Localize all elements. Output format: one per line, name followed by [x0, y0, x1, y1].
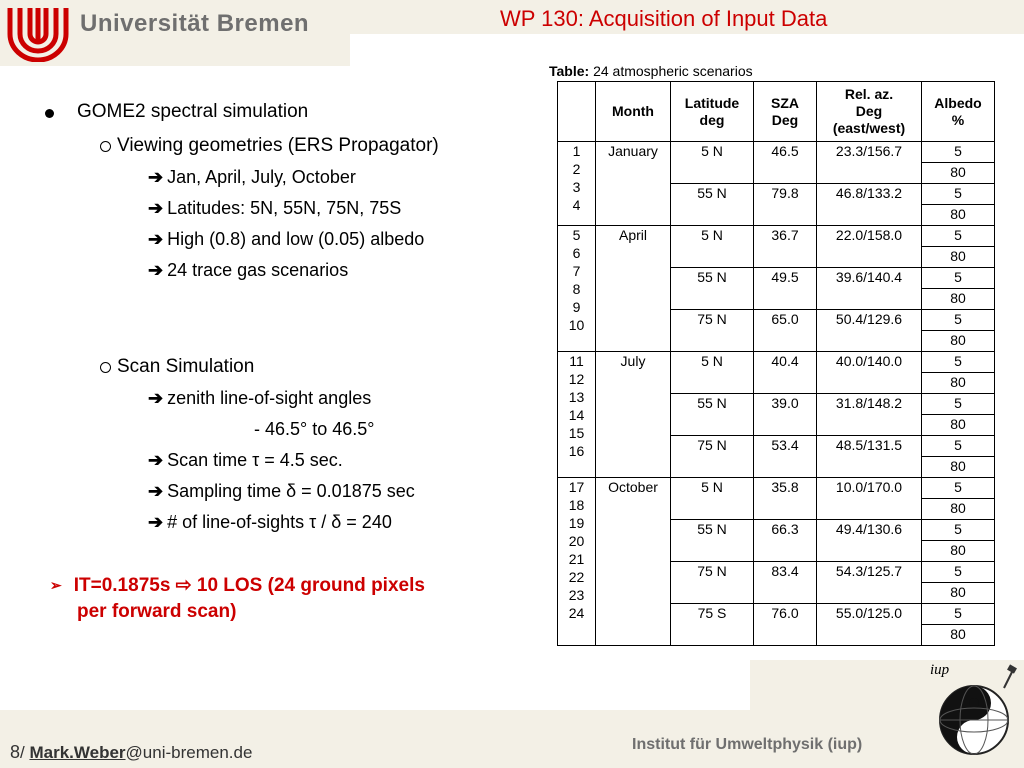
header-rel-az-line1: Rel. az. — [844, 86, 894, 102]
item-months — [148, 167, 356, 188]
item-albedo-text: High (0.8) and low (0.05) albedo — [167, 229, 425, 249]
author-domain: @uni-bremen.de — [125, 743, 253, 762]
rel-az-cell: 55.0/125.0 — [817, 604, 922, 646]
item-scan-time-text: Scan time τ = 4.5 sec. — [167, 450, 343, 470]
albedo-cell: 80 — [922, 373, 995, 394]
header-rel-az-line2: Deg — [855, 103, 883, 119]
arrow-right-icon: ➔ — [148, 481, 164, 501]
rel-az-cell: 10.0/170.0 — [817, 478, 922, 520]
sub-bullet-scan-text: Scan Simulation — [117, 356, 255, 377]
sza-cell: 40.4 — [754, 352, 817, 394]
bullet-dot-icon — [45, 109, 54, 118]
latitude-cell: 55 N — [671, 268, 754, 310]
header-latitude — [671, 82, 754, 142]
sza-cell: 35.8 — [754, 478, 817, 520]
header-month: Month — [596, 82, 671, 142]
institute-name: Institut für Umweltphysik (iup) — [632, 736, 863, 753]
ring-bullet-icon — [100, 362, 111, 373]
latitude-cell: 75 N — [671, 562, 754, 604]
university-logo-icon — [6, 4, 70, 62]
triangle-bullet-icon: ➢ — [50, 577, 62, 593]
item-zenith-text: zenith line-of-sight angles — [167, 388, 372, 408]
header-rel-az — [817, 82, 922, 142]
albedo-cell: 5 — [922, 268, 995, 289]
sza-cell: 83.4 — [754, 562, 817, 604]
arrow-right-icon: ➔ — [148, 260, 164, 280]
table-row — [558, 352, 995, 373]
latitude-cell: 75 N — [671, 436, 754, 478]
header-latitude-line2: deg — [699, 111, 725, 128]
albedo-cell: 80 — [922, 331, 995, 352]
albedo-cell: 80 — [922, 625, 995, 646]
sub-bullet-viewing — [100, 135, 439, 157]
header-rel-az-line3: (east/west) — [832, 120, 906, 136]
item-sampling-time — [148, 481, 415, 502]
item-zenith-range: - 46.5° to 46.5° — [254, 419, 375, 439]
header-sza — [754, 82, 817, 142]
scenario-table — [557, 81, 995, 646]
month-cell: October — [596, 478, 671, 646]
page-title: WP 130: Acquisition of Input Data — [500, 6, 828, 31]
albedo-cell: 80 — [922, 541, 995, 562]
arrow-right-icon: ➔ — [148, 388, 164, 408]
header-sza-line2: Deg — [771, 111, 799, 128]
sza-cell: 39.0 — [754, 394, 817, 436]
albedo-cell: 80 — [922, 247, 995, 268]
item-scan-time — [148, 450, 343, 471]
item-latitudes — [148, 198, 401, 219]
footer-separator: / — [20, 743, 30, 762]
highlight-line-2: per forward scan) — [77, 601, 237, 622]
item-months-text: Jan, April, July, October — [167, 167, 356, 187]
bullet-gome2: GOME2 spectral simulation — [77, 101, 309, 122]
sub-bullet-scan — [100, 356, 254, 378]
arrow-right-icon: ➔ — [148, 229, 164, 249]
albedo-cell: 5 — [922, 142, 995, 163]
albedo-cell: 80 — [922, 457, 995, 478]
author-email-link[interactable]: Mark.Weber — [29, 743, 126, 762]
id-cell: 11 12 13 14 15 16 — [558, 352, 596, 478]
item-line-of-sights-text: # of line-of-sights τ / δ = 240 — [167, 512, 392, 532]
table-caption-text: 24 atmospheric scenarios — [593, 63, 753, 79]
latitude-cell: 5 N — [671, 478, 754, 520]
arrow-right-icon: ➔ — [148, 167, 164, 187]
latitude-cell: 5 N — [671, 142, 754, 184]
albedo-cell: 5 — [922, 436, 995, 457]
rel-az-cell: 39.6/140.4 — [817, 268, 922, 310]
month-cell: January — [596, 142, 671, 226]
item-scenarios-text: 24 trace gas scenarios — [167, 260, 349, 280]
albedo-cell: 80 — [922, 163, 995, 184]
albedo-cell: 5 — [922, 226, 995, 247]
table-caption-label: Table: — [549, 63, 590, 79]
iup-logo-text: iup — [930, 662, 950, 678]
rel-az-cell: 23.3/156.7 — [817, 142, 922, 184]
page-number: 8 — [10, 742, 21, 762]
month-cell: July — [596, 352, 671, 478]
item-zenith — [148, 388, 371, 409]
table-row — [558, 478, 995, 499]
table-caption — [549, 63, 753, 79]
albedo-cell: 5 — [922, 394, 995, 415]
sza-cell: 36.7 — [754, 226, 817, 268]
albedo-cell: 5 — [922, 478, 995, 499]
arrow-right-icon: ➔ — [148, 512, 164, 532]
sza-cell: 76.0 — [754, 604, 817, 646]
latitude-cell: 75 S — [671, 604, 754, 646]
sza-cell: 65.0 — [754, 310, 817, 352]
table-row — [558, 142, 995, 163]
sza-cell: 66.3 — [754, 520, 817, 562]
albedo-cell: 5 — [922, 604, 995, 625]
albedo-cell: 5 — [922, 310, 995, 331]
university-name: Universität Bremen — [80, 10, 310, 37]
rel-az-cell: 22.0/158.0 — [817, 226, 922, 268]
header-sza-line1: SZA — [771, 94, 799, 111]
header-albedo — [922, 82, 995, 142]
footer-author — [10, 742, 252, 763]
header-latitude-line1: Latitude — [684, 94, 740, 111]
albedo-cell: 80 — [922, 499, 995, 520]
rel-az-cell: 40.0/140.0 — [817, 352, 922, 394]
latitude-cell: 5 N — [671, 226, 754, 268]
item-scenarios — [148, 260, 348, 281]
albedo-cell: 80 — [922, 289, 995, 310]
month-cell: April — [596, 226, 671, 352]
albedo-cell: 80 — [922, 205, 995, 226]
rel-az-cell: 48.5/131.5 — [817, 436, 922, 478]
header-id — [558, 82, 596, 142]
rel-az-cell: 49.4/130.6 — [817, 520, 922, 562]
albedo-cell: 80 — [922, 583, 995, 604]
rel-az-cell: 50.4/129.6 — [817, 310, 922, 352]
header-albedo-line2: % — [951, 111, 965, 128]
latitude-cell: 55 N — [671, 520, 754, 562]
albedo-cell: 80 — [922, 415, 995, 436]
latitude-cell: 55 N — [671, 394, 754, 436]
id-cell: 5 6 7 8 9 10 — [558, 226, 596, 352]
header-albedo-line1: Albedo — [934, 94, 982, 111]
arrow-right-icon: ➔ — [148, 450, 164, 470]
highlight-line-1: IT=0.1875s ⇨ 10 LOS (24 ground pixels — [73, 575, 425, 596]
sza-cell: 46.5 — [754, 142, 817, 184]
item-line-of-sights — [148, 512, 392, 533]
rel-az-cell: 31.8/148.2 — [817, 394, 922, 436]
item-sampling-time-text: Sampling time δ = 0.01875 sec — [167, 481, 415, 501]
rel-az-cell: 46.8/133.2 — [817, 184, 922, 226]
rel-az-cell: 54.3/125.7 — [817, 562, 922, 604]
table-row — [558, 226, 995, 247]
sub-bullet-viewing-text: Viewing geometries (ERS Propagator) — [117, 135, 439, 156]
id-cell: 17 18 19 20 21 22 23 24 — [558, 478, 596, 646]
highlight-bullet — [50, 574, 425, 597]
latitude-cell: 5 N — [671, 352, 754, 394]
albedo-cell: 5 — [922, 520, 995, 541]
sza-cell: 53.4 — [754, 436, 817, 478]
albedo-cell: 5 — [922, 184, 995, 205]
ring-bullet-icon — [100, 141, 111, 152]
albedo-cell: 5 — [922, 562, 995, 583]
latitude-cell: 75 N — [671, 310, 754, 352]
latitude-cell: 55 N — [671, 184, 754, 226]
item-latitudes-text: Latitudes: 5N, 55N, 75N, 75S — [167, 198, 402, 218]
arrow-right-icon: ➔ — [148, 198, 164, 218]
id-cell: 1 2 3 4 — [558, 142, 596, 226]
table-header-row — [558, 82, 995, 142]
sza-cell: 79.8 — [754, 184, 817, 226]
sza-cell: 49.5 — [754, 268, 817, 310]
albedo-cell: 5 — [922, 352, 995, 373]
item-albedo — [148, 229, 424, 250]
